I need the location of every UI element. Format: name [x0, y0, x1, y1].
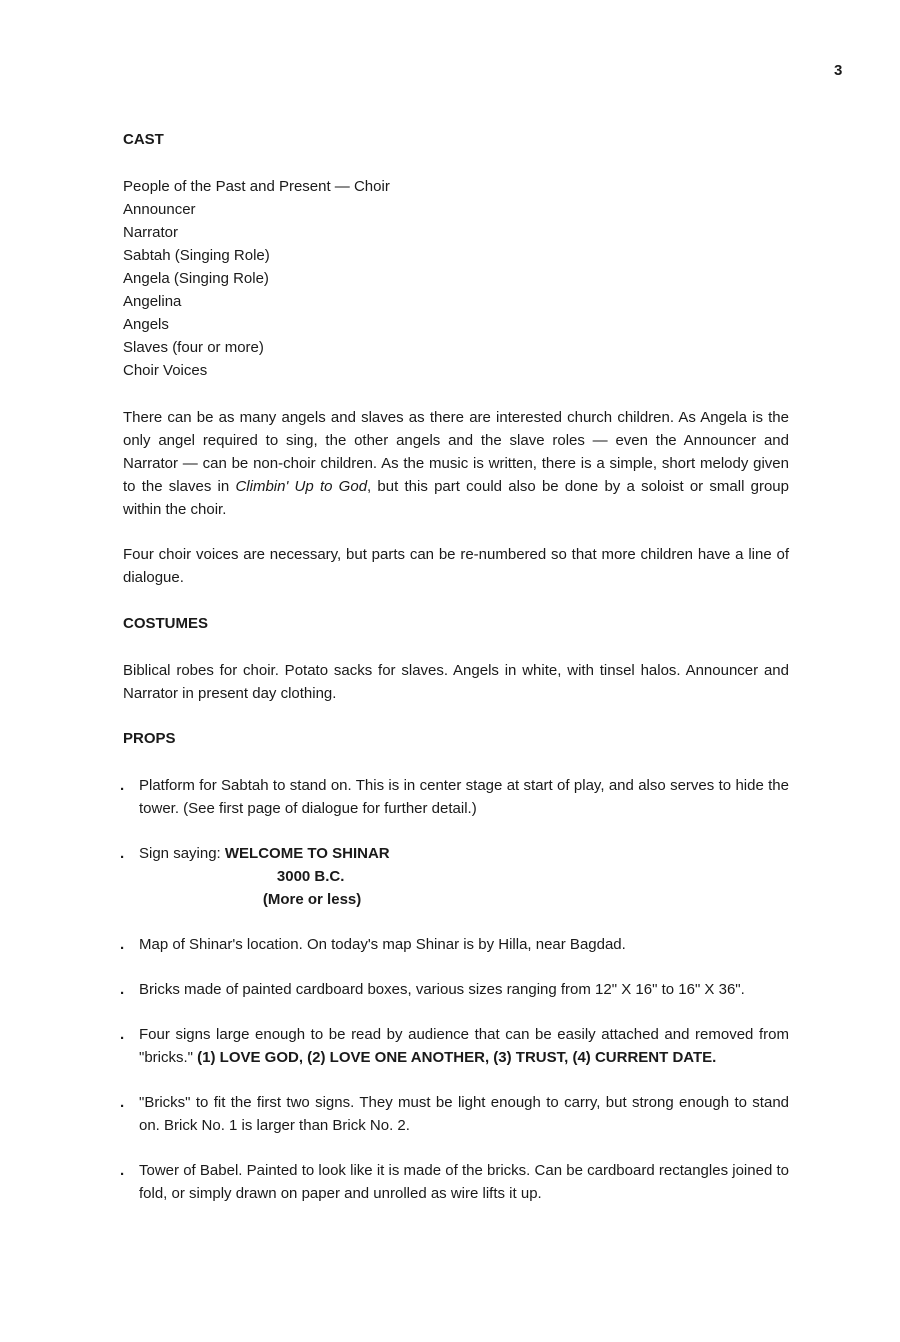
prop-item-four-signs — [120, 1023, 789, 1069]
cast-member: Angels — [123, 316, 169, 333]
cast-heading: CAST — [123, 131, 164, 148]
cast-member: Narrator — [123, 224, 179, 241]
prop-text: Four signs large enough to be read by audience that can be easily attached and removed from "bricks." — [139, 1026, 789, 1066]
costumes-heading: COSTUMES — [123, 615, 209, 632]
prop-item-map — [120, 933, 789, 956]
bullet: . — [120, 936, 125, 953]
prop-item-sign — [120, 842, 789, 911]
cast-member: People of the Past and Present — Choir — [123, 178, 390, 195]
prop-text: Map of Shinar's location. On today's map Shinar is by Hilla, near Bagdad. — [139, 936, 626, 953]
bullet: . — [120, 1162, 125, 1179]
prop-text: Platform for Sabtah to stand on. This is in center stage at start of play, and also serves to hide the tower. (See first page of dialogue for further detail.) — [139, 777, 789, 817]
cast-paragraph-1-text-b: , but this part could also be done by a soloist or small group within the choir. — [123, 478, 789, 518]
costumes-paragraph: Biblical robes for choir. Potato sacks for slaves. Angels in white, with tinsel halos. Announcer and Narrator in present day clothing. — [123, 662, 789, 702]
cast-member: Angelina — [123, 293, 182, 310]
sign-line-1: WELCOME TO SHINAR — [224, 845, 390, 862]
bullet: . — [120, 845, 125, 862]
prop-item-tower — [120, 1159, 789, 1205]
cast-member: Sabtah (Singing Role) — [123, 247, 270, 264]
props-list — [120, 774, 789, 1205]
prop-item-bricks — [120, 978, 789, 1001]
cast-member: Announcer — [123, 201, 196, 218]
props-heading: PROPS — [123, 730, 176, 747]
cast-member: Angela (Singing Role) — [123, 270, 269, 287]
cast-paragraph-1 — [123, 406, 789, 521]
page-content — [120, 128, 789, 1205]
sign-line-3: (More or less) — [262, 891, 362, 908]
bullet: . — [120, 777, 125, 794]
song-title: Climbin' Up to God — [235, 478, 368, 495]
bullet: . — [120, 981, 125, 998]
cast-paragraph-2: Four choir voices are necessary, but parts can be re-numbered so that more children have a line of dialogue. — [123, 546, 789, 586]
prop-text: Bricks made of painted cardboard boxes, various sizes ranging from 12" X 16" to 16" X 36". — [139, 981, 745, 998]
prop-item-brick-supports — [120, 1091, 789, 1137]
prop-text: "Bricks" to fit the first two signs. They must be light enough to carry, but strong enough to stand on. Brick No. 1 is larger than Brick No. 2. — [139, 1094, 789, 1134]
prop-text: Tower of Babel. Painted to look like it is made of the bricks. Can be cardboard rectangles joined to fold, or simply drawn on paper and unrolled as wire lifts it up. — [139, 1162, 789, 1202]
cast-paragraph-1-text-a: There can be as many angels and slaves as there are interested church children. As Angela is the only angel required to sing, the other angels and the slave roles — even the Announcer and Narrator — can be non-choir children. As the music is written, there is a simple, short melody given to the slaves in — [123, 409, 789, 495]
sign-labels: (1) LOVE GOD, (2) LOVE ONE ANOTHER, (3) TRUST, (4) CURRENT DATE. — [197, 1049, 717, 1066]
sign-text-block — [225, 842, 390, 911]
prop-text: Sign saying: — [139, 845, 225, 862]
cast-member: Choir Voices — [123, 362, 208, 379]
cast-member: Slaves (four or more) — [123, 339, 264, 356]
prop-item-platform — [120, 774, 789, 820]
bullet: . — [120, 1094, 125, 1111]
cast-list — [123, 175, 789, 382]
sign-line-2: 3000 B.C. — [276, 868, 345, 885]
bullet: . — [120, 1026, 125, 1043]
page-number: 3 — [834, 62, 843, 79]
